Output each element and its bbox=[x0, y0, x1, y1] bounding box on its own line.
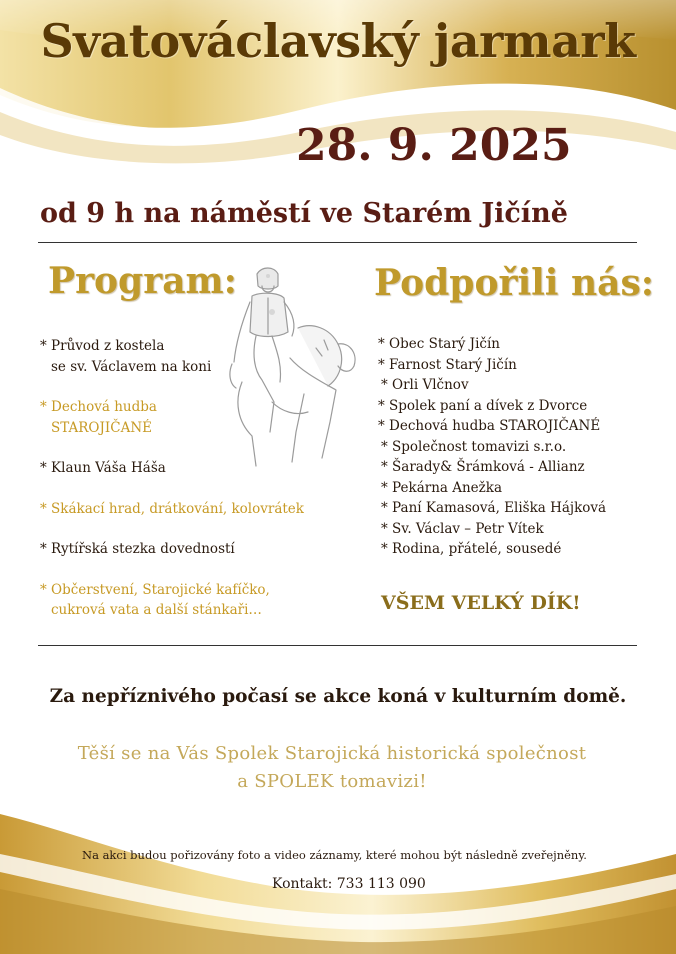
sponsor-item: * Spolek paní a dívek z Dvorce bbox=[378, 397, 588, 414]
program-item-line: STAROJIČANÉ bbox=[51, 419, 152, 436]
program-item bbox=[40, 458, 304, 479]
event-date: 28. 9. 2025 bbox=[296, 120, 572, 171]
bottom-divider bbox=[38, 645, 637, 646]
event-time-place: od 9 h na náměstí ve Starém Jičíně bbox=[40, 198, 568, 229]
sponsors-heading: Podpořili nás: bbox=[374, 262, 655, 304]
program-item bbox=[40, 580, 304, 621]
program-item-line: se sv. Václavem na koni bbox=[51, 358, 212, 375]
program-item bbox=[40, 539, 304, 560]
top-divider bbox=[38, 242, 637, 243]
weather-notice: Za nepříznivého počasí se akce koná v kulturním domě. bbox=[49, 686, 627, 707]
thanks-message: VŠEM VELKÝ DÍK! bbox=[381, 592, 581, 614]
sponsor-item: * Farnost Starý Jičín bbox=[378, 356, 517, 373]
program-item bbox=[40, 499, 304, 520]
sponsor-item: * Šarady& Šrámková - Allianz bbox=[381, 459, 585, 475]
sponsors-list bbox=[378, 334, 606, 560]
bottom-gold-wave-decoration bbox=[0, 794, 676, 954]
event-title: Svatováclavský jarmark bbox=[40, 14, 636, 68]
program-item-line: * Občerstvení, Starojické kafíčko, bbox=[40, 581, 270, 598]
program-item bbox=[40, 336, 304, 377]
program-item-line: * Průvod z kostela bbox=[40, 338, 165, 354]
program-item-line: * Klaun Váša Háša bbox=[40, 460, 166, 476]
recording-notice: Na akci budou pořizovány foto a video záznamy, které mohou být následně zveřejněny. bbox=[82, 848, 587, 862]
sponsor-item: * Dechová hudba STAROJIČANÉ bbox=[378, 418, 601, 434]
sponsor-item: * Orli Vlčnov bbox=[381, 377, 469, 393]
invitation-text bbox=[0, 740, 664, 796]
program-heading: Program: bbox=[48, 260, 237, 302]
contact-phone: Kontakt: 733 113 090 bbox=[272, 876, 426, 892]
sponsor-item: * Sv. Václav – Petr Vítek bbox=[381, 520, 544, 537]
program-item bbox=[40, 397, 304, 438]
program-item-line: * Dechová hudba bbox=[40, 399, 157, 415]
invitation-line: a SPOLEK tomavizi! bbox=[237, 771, 427, 792]
program-list bbox=[40, 336, 304, 621]
sponsor-item: * Společnost tomavizi s.r.o. bbox=[381, 438, 567, 455]
invitation-line: Těší se na Vás Spolek Starojická historická společnost bbox=[77, 743, 587, 764]
sponsor-item: * Rodina, přátelé, sousedé bbox=[381, 541, 562, 557]
sponsor-item: * Paní Kamasová, Eliška Hájková bbox=[381, 500, 607, 516]
program-item-line: * Skákací hrad, drátkování, kolovrátek bbox=[40, 500, 304, 517]
program-item-line: * Rytířská stezka dovedností bbox=[40, 541, 235, 557]
sponsor-item: * Pekárna Anežka bbox=[381, 479, 502, 496]
program-item-line: cukrová vata a další stánkaři… bbox=[51, 602, 262, 618]
sponsor-item: * Obec Starý Jičín bbox=[378, 336, 500, 352]
